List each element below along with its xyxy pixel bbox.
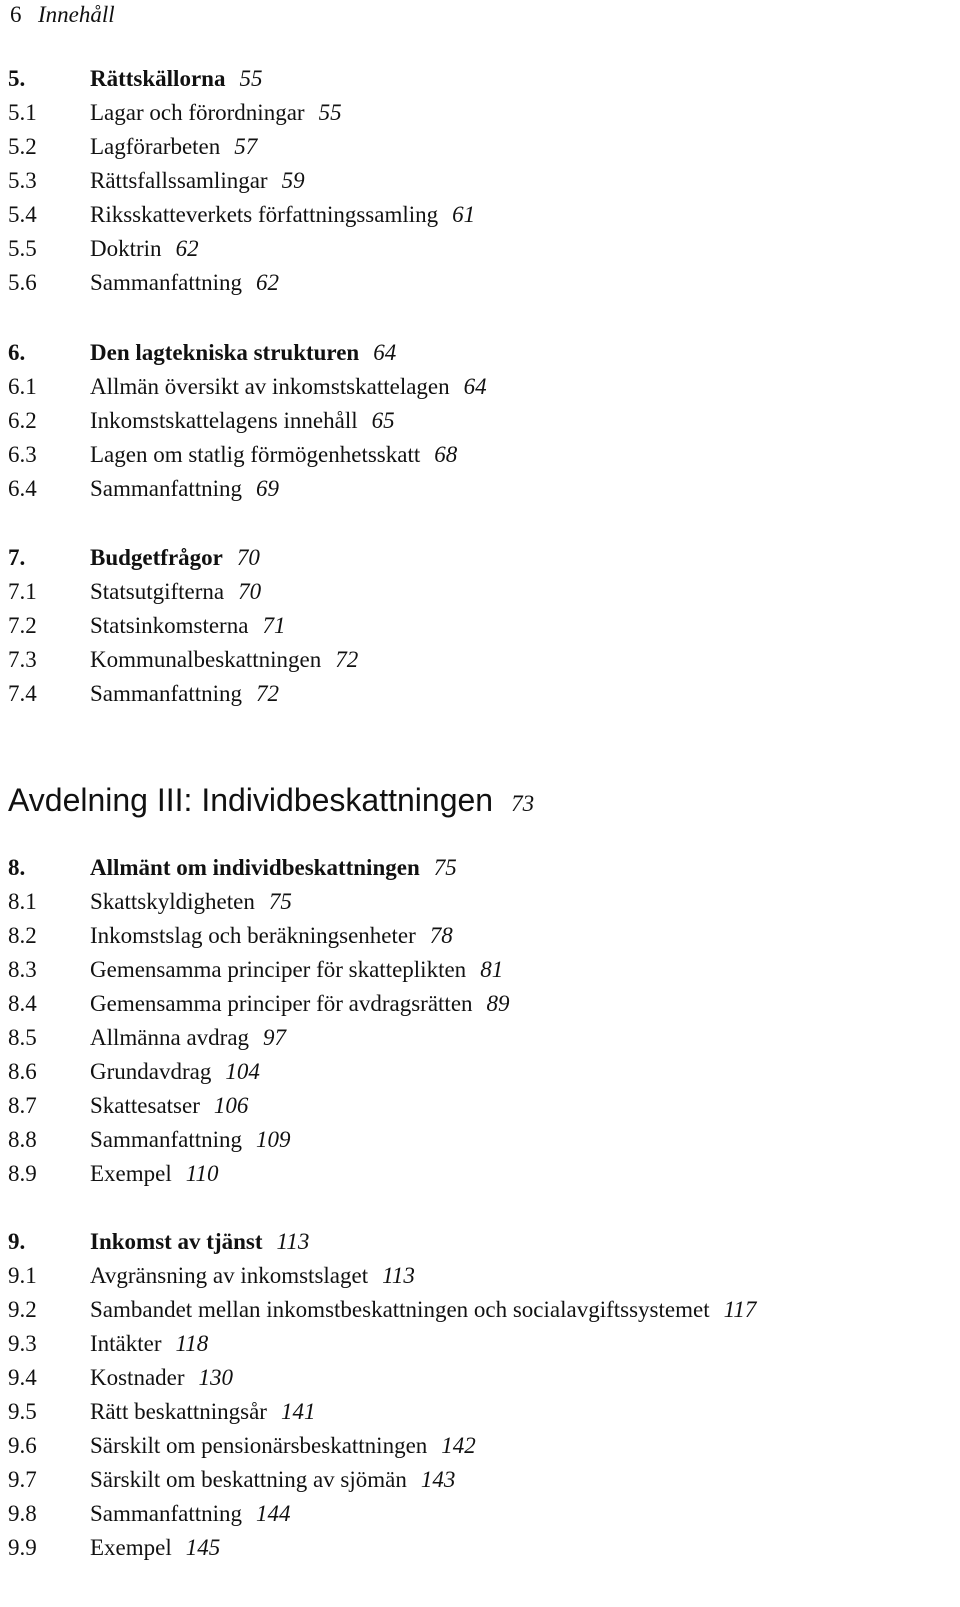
toc-entry-number: 8.: [8, 855, 26, 880]
toc-entry-title: Exempel: [90, 1535, 172, 1560]
toc-entry[interactable]: [8, 643, 958, 677]
toc-entry-title: Sammanfattning: [90, 476, 243, 501]
toc-entry-title: Särskilt om pensionärsbeskattningen: [90, 1433, 428, 1458]
toc-entry-label: [90, 1293, 756, 1327]
toc-entry-title: Kostnader: [90, 1365, 185, 1390]
toc-entry[interactable]: [8, 575, 958, 609]
toc-entry[interactable]: [8, 919, 958, 953]
toc-entry-number: 9.1: [8, 1263, 37, 1288]
toc-entry-number: 9.9: [8, 1535, 37, 1560]
toc-entry-label: [90, 1463, 455, 1497]
toc-entry-title: Inkomstskattelagens innehåll: [90, 408, 358, 433]
toc-entry[interactable]: [8, 1293, 958, 1327]
toc-entry-label: [90, 370, 487, 404]
toc-entry[interactable]: [8, 232, 958, 266]
toc-entry-label: [90, 1157, 219, 1191]
toc-entry[interactable]: [8, 885, 958, 919]
toc-entry-number: 9.6: [8, 1433, 37, 1458]
toc-entry-page: 106: [213, 1093, 249, 1118]
toc-entry-number: 5.: [8, 66, 26, 91]
toc-entry-label: [90, 1395, 315, 1429]
toc-entry-page: 113: [382, 1263, 415, 1288]
toc-entry-number: 9.: [8, 1229, 26, 1254]
toc-entry[interactable]: [8, 370, 958, 404]
toc-entry-page: 141: [280, 1399, 316, 1424]
toc-entry-title: Sammanfattning: [90, 270, 243, 295]
toc-entry-page: 62: [256, 270, 280, 295]
toc-entry-label: [90, 1259, 415, 1293]
toc-entry-title: Lagar och förordningar: [90, 100, 305, 125]
toc-entry-label: [90, 472, 279, 506]
toc-entry-page: 69: [256, 476, 280, 501]
toc-entry-page: 110: [185, 1161, 219, 1186]
toc-entry-page: 144: [256, 1501, 291, 1526]
toc-entry[interactable]: [8, 1531, 958, 1565]
toc-section-chapter-5: [8, 62, 958, 300]
toc-entry[interactable]: [8, 404, 958, 438]
toc-entry-label: [90, 438, 457, 472]
toc-entry-title: Allmänt om individbeskattningen: [90, 855, 420, 880]
toc-entry-title: Lagförarbeten: [90, 134, 221, 159]
toc-chapter-entry[interactable]: [8, 336, 958, 370]
toc-entry-number: 9.7: [8, 1467, 37, 1492]
toc-entry-title: Sambandet mellan inkomstbeskattningen och socialavgiftssystemet: [90, 1297, 710, 1322]
toc-entry-label: [90, 643, 358, 677]
toc-entry-number: 6.: [8, 340, 26, 365]
toc-entry[interactable]: [8, 1157, 958, 1191]
toc-entry-number: 8.5: [8, 1025, 37, 1050]
toc-entry-label: [90, 62, 262, 96]
toc-entry-page: 145: [185, 1535, 221, 1560]
toc-entry-label: [90, 1497, 291, 1531]
toc-entry[interactable]: [8, 1021, 958, 1055]
toc-entry[interactable]: [8, 953, 958, 987]
toc-entry-title: Sammanfattning: [90, 1501, 243, 1526]
toc-entry-number: 8.1: [8, 889, 37, 914]
toc-entry-title: Lagen om statlig förmögenhetsskatt: [90, 442, 421, 467]
toc-entry-title: Rättskällorna: [90, 66, 226, 91]
toc-entry-page: 104: [225, 1059, 260, 1084]
toc-entry-title: Intäkter: [90, 1331, 162, 1356]
toc-entry-page: 142: [441, 1433, 476, 1458]
toc-entry-title: Statsutgifterna: [90, 579, 225, 604]
toc-entry-page: 75: [433, 855, 457, 880]
toc-entry[interactable]: [8, 472, 958, 506]
toc-entry-label: [90, 677, 279, 711]
toc-entry-title: Inkomst av tjänst: [90, 1229, 263, 1254]
toc-entry-number: 5.1: [8, 100, 37, 125]
toc-entry-page: 62: [175, 236, 199, 261]
toc-entry-number: 7.: [8, 545, 26, 570]
toc-entry-label: [90, 851, 457, 885]
toc-entry-title: Rätt beskattningsår: [90, 1399, 267, 1424]
toc-entry-number: 5.6: [8, 270, 37, 295]
toc-entry-label: [90, 404, 395, 438]
toc-entry-title: Exempel: [90, 1161, 172, 1186]
toc-entry-page: 81: [480, 957, 504, 982]
toc-entry-label: [90, 1021, 286, 1055]
toc-entry-page: 68: [434, 442, 458, 467]
toc-entry-title: Sammanfattning: [90, 1127, 243, 1152]
toc-entry-page: 70: [236, 545, 260, 570]
toc-entry[interactable]: [8, 1497, 958, 1531]
toc-entry-number: 9.3: [8, 1331, 37, 1356]
toc-entry-label: [90, 198, 475, 232]
part-heading: [8, 778, 534, 826]
toc-entry-title: Gemensamma principer för avdragsrätten: [90, 991, 473, 1016]
toc-entry[interactable]: [8, 1361, 958, 1395]
part-heading-page: 73: [511, 791, 535, 816]
toc-entry[interactable]: [8, 609, 958, 643]
toc-entry-number: 9.4: [8, 1365, 37, 1390]
toc-entry-title: Allmänna avdrag: [90, 1025, 250, 1050]
toc-entry-title: Doktrin: [90, 236, 162, 261]
toc-entry-title: Sammanfattning: [90, 681, 243, 706]
toc-entry-number: 9.2: [8, 1297, 37, 1322]
toc-entry-number: 5.5: [8, 236, 37, 261]
toc-entry-label: [90, 1089, 248, 1123]
toc-entry-page: 109: [256, 1127, 291, 1152]
toc-entry-label: [90, 885, 292, 919]
running-header: [10, 0, 115, 30]
toc-entry-title: Avgränsning av inkomstslaget: [90, 1263, 369, 1288]
toc-entry-page: 70: [238, 579, 262, 604]
toc-entry-page: 64: [463, 374, 487, 399]
toc-entry-title: Inkomstslag och beräkningsenheter: [90, 923, 416, 948]
toc-entry-label: [90, 1361, 233, 1395]
toc-entry-title: Allmän översikt av inkomstskattelagen: [90, 374, 450, 399]
toc-entry-label: [90, 336, 396, 370]
toc-chapter-entry[interactable]: [8, 1225, 958, 1259]
toc-entry-number: 6.4: [8, 476, 37, 501]
toc-entry-label: [90, 266, 279, 300]
toc-entry-number: 7.3: [8, 647, 37, 672]
toc-section-chapter-7: [8, 541, 958, 711]
toc-entry-title: Grundavdrag: [90, 1059, 212, 1084]
toc-entry-title: Riksskatteverkets författningssamling: [90, 202, 439, 227]
toc-entry-title: Gemensamma principer för skatteplikten: [90, 957, 467, 982]
toc-entry-title: Kommunalbeskattningen: [90, 647, 322, 672]
toc-entry-page: 55: [318, 100, 342, 125]
toc-entry-number: 9.5: [8, 1399, 37, 1424]
toc-entry-label: [90, 1531, 220, 1565]
toc-entry-label: [90, 987, 510, 1021]
toc-entry-title: Budgetfrågor: [90, 545, 223, 570]
toc-entry-number: 6.2: [8, 408, 37, 433]
toc-entry-page: 75: [268, 889, 292, 914]
toc-entry-page: 71: [262, 613, 286, 638]
toc-entry-label: [90, 919, 453, 953]
toc-entry[interactable]: [8, 130, 958, 164]
toc-entry-page: 55: [239, 66, 263, 91]
toc-entry-label: [90, 1225, 309, 1259]
toc-entry-number: 8.2: [8, 923, 37, 948]
toc-entry-number: 5.4: [8, 202, 37, 227]
toc-chapter-entry[interactable]: [8, 541, 958, 575]
toc-entry-number: 8.8: [8, 1127, 37, 1152]
toc-entry-number: 5.3: [8, 168, 37, 193]
toc-entry[interactable]: [8, 266, 958, 300]
toc-entry[interactable]: [8, 1259, 958, 1293]
toc-entry-page: 78: [429, 923, 453, 948]
toc-section-chapter-6: [8, 336, 958, 506]
toc-entry-page: 89: [486, 991, 510, 1016]
toc-entry-label: [90, 164, 305, 198]
toc-entry-number: 6.1: [8, 374, 37, 399]
page-number: 6: [10, 2, 22, 27]
toc-entry-title: Skattesatser: [90, 1093, 200, 1118]
toc-entry-label: [90, 1429, 476, 1463]
toc-entry[interactable]: [8, 1463, 958, 1497]
toc-entry-label: [90, 130, 257, 164]
toc-entry[interactable]: [8, 677, 958, 711]
toc-entry-label: [90, 609, 285, 643]
toc-chapter-entry[interactable]: [8, 62, 958, 96]
toc-entry-page: 57: [234, 134, 258, 159]
toc-section-chapter-8: [8, 851, 958, 1191]
toc-entry-number: 7.4: [8, 681, 37, 706]
toc-entry-label: [90, 232, 199, 266]
toc-entry-label: [90, 1327, 208, 1361]
toc-entry-label: [90, 953, 503, 987]
toc-entry-number: 6.3: [8, 442, 37, 467]
toc-entry-page: 65: [371, 408, 395, 433]
toc-entry-page: 113: [276, 1229, 310, 1254]
toc-entry-number: 7.2: [8, 613, 37, 638]
toc-entry-page: 130: [198, 1365, 234, 1390]
toc-entry-number: 8.3: [8, 957, 37, 982]
toc-chapter-entry[interactable]: [8, 851, 958, 885]
toc-entry-page: 117: [723, 1297, 757, 1322]
toc-entry-label: [90, 96, 342, 130]
toc-section-chapter-9: [8, 1225, 958, 1565]
toc-entry-page: 64: [373, 340, 397, 365]
running-title: Innehåll: [38, 2, 115, 27]
toc-entry[interactable]: [8, 96, 958, 130]
toc-entry-page: 118: [175, 1331, 209, 1356]
toc-entry[interactable]: [8, 987, 958, 1021]
toc-entry-page: 97: [263, 1025, 287, 1050]
toc-entry-page: 59: [281, 168, 305, 193]
toc-entry[interactable]: [8, 198, 958, 232]
toc-entry[interactable]: [8, 438, 958, 472]
toc-entry[interactable]: [8, 164, 958, 198]
toc-entry[interactable]: [8, 1089, 958, 1123]
toc-entry[interactable]: [8, 1123, 958, 1157]
toc-entry-label: [90, 575, 261, 609]
toc-entry-label: [90, 1055, 260, 1089]
toc-entry-number: 7.1: [8, 579, 37, 604]
toc-entry-number: 9.8: [8, 1501, 37, 1526]
toc-entry[interactable]: [8, 1055, 958, 1089]
toc-entry-title: Skattskyldigheten: [90, 889, 255, 914]
toc-entry-number: 8.7: [8, 1093, 37, 1118]
toc-entry-page: 61: [452, 202, 476, 227]
toc-entry-page: 72: [256, 681, 280, 706]
toc-entry[interactable]: [8, 1395, 958, 1429]
toc-entry-title: Särskilt om beskattning av sjömän: [90, 1467, 407, 1492]
toc-entry[interactable]: [8, 1327, 958, 1361]
toc-entry-title: Statsinkomsterna: [90, 613, 249, 638]
toc-entry-title: Den lagtekniska strukturen: [90, 340, 360, 365]
toc-entry-number: 8.9: [8, 1161, 37, 1186]
toc-entry-page: 143: [420, 1467, 456, 1492]
toc-entry[interactable]: [8, 1429, 958, 1463]
toc-entry-number: 8.4: [8, 991, 37, 1016]
toc-entry-number: 5.2: [8, 134, 37, 159]
toc-entry-number: 8.6: [8, 1059, 37, 1084]
toc-entry-label: [90, 541, 260, 575]
part-heading-label: Avdelning III: Individbeskattningen: [8, 782, 494, 818]
toc-entry-page: 72: [335, 647, 359, 672]
toc-entry-label: [90, 1123, 291, 1157]
toc-entry-title: Rättsfallssamlingar: [90, 168, 268, 193]
